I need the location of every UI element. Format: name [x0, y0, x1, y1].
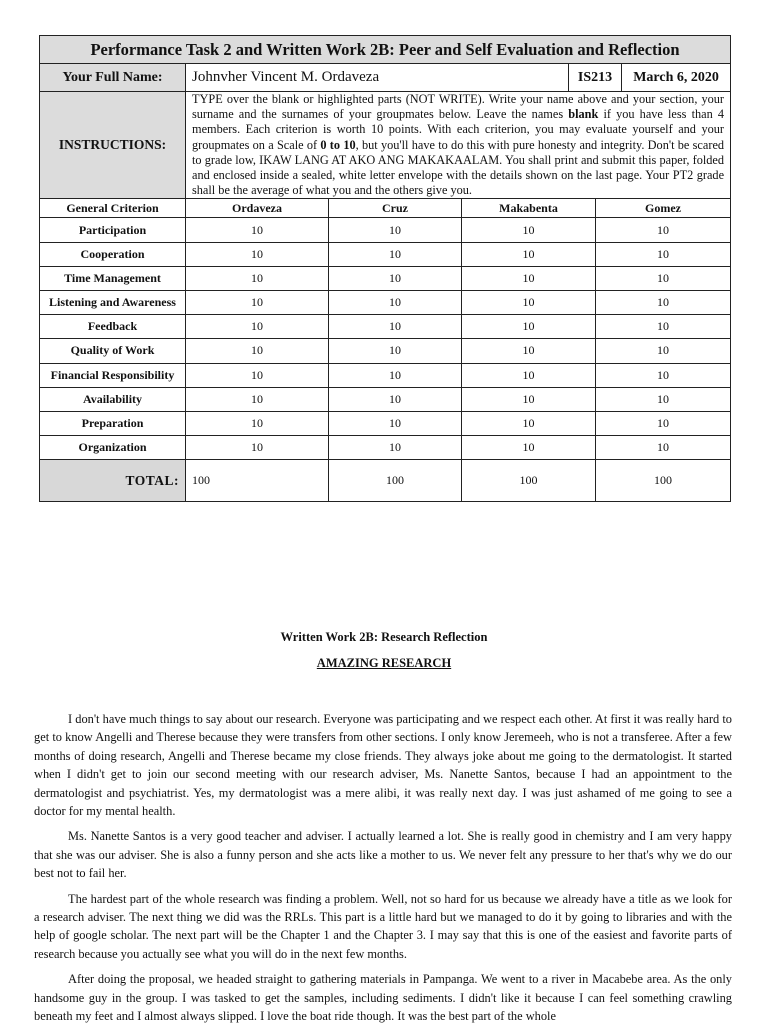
table-row: [40, 315, 731, 339]
score-cell[interactable]: 10: [596, 242, 731, 266]
score-cell[interactable]: 10: [186, 411, 329, 435]
score-cell[interactable]: 10: [186, 218, 329, 242]
member-header: Ordaveza: [186, 199, 329, 218]
score-cell[interactable]: 10: [186, 315, 329, 339]
score-cell[interactable]: 10: [462, 387, 596, 411]
score-cell[interactable]: 10: [186, 339, 329, 363]
score-cell[interactable]: 10: [596, 387, 731, 411]
score-cell[interactable]: 10: [329, 411, 462, 435]
total-value: 100: [596, 460, 731, 502]
score-cell[interactable]: 10: [596, 266, 731, 290]
score-cell[interactable]: 10: [462, 315, 596, 339]
table-row: [40, 363, 731, 387]
criterion-label: Feedback: [40, 315, 186, 339]
score-cell[interactable]: 10: [186, 242, 329, 266]
instructions-text: TYPE over the blank or highlighted parts (NOT WRITE). Write your name above and your section, your surname and the surnames of your groupmates below. Leave the names blank if you have less than 4 members. Each criterion is worth 10 points. With each criterion, you may evaluate yourself and your groupmates on a Scale of 0 to 10, but you'll have to do this with pure honesty and integrity. Don't be scared to grade low, IKAW LANG AT AKO ANG MAKAKAALAM. You shall print and submit this paper, folded and enclosed inside a sealed, white letter envelope with the details shown on the last page. Your PT2 grade shall be the average of what you and the others give you.: [186, 92, 731, 199]
criterion-label: Quality of Work: [40, 339, 186, 363]
score-cell[interactable]: 10: [329, 315, 462, 339]
score-cell[interactable]: 10: [329, 242, 462, 266]
table-row: [40, 242, 731, 266]
criterion-label: Financial Responsibility: [40, 363, 186, 387]
score-cell[interactable]: 10: [329, 290, 462, 314]
paragraph: Ms. Nanette Santos is a very good teacher and adviser. I actually learned a lot. She is really good in chemistry and I am very happy that she was our adviser. She is also a funny person and she acts like a mother to us. We never felt any pressure to her that's why we do our best not to fail her.: [34, 829, 732, 881]
criterion-column-header: General Criterion: [40, 199, 186, 218]
reflection-title: AMAZING RESEARCH: [316, 656, 452, 670]
score-cell[interactable]: 10: [596, 411, 731, 435]
score-cell[interactable]: 10: [329, 339, 462, 363]
total-value: 100: [329, 460, 462, 502]
reflection-body: [34, 710, 732, 1033]
score-cell[interactable]: 10: [462, 339, 596, 363]
score-cell[interactable]: 10: [462, 218, 596, 242]
score-cell[interactable]: 10: [596, 315, 731, 339]
form-title: Performance Task 2 and Written Work 2B: Peer and Self Evaluation and Reflection: [40, 36, 731, 64]
score-cell[interactable]: 10: [329, 363, 462, 387]
criterion-label: Organization: [40, 436, 186, 460]
score-cell[interactable]: 10: [186, 290, 329, 314]
score-cell[interactable]: 10: [596, 218, 731, 242]
table-row: [40, 290, 731, 314]
paragraph: After doing the proposal, we headed straight to gathering materials in Pampanga. We went to a river in Macabebe area. As the only handsome guy in the group. I was tasked to get the samples, including sediments. I didn't like it because I can feel something crawling beneath my feet and I almost always slipped. I love the boat ride though. It was the best part of the whole: [34, 972, 732, 1024]
score-cell[interactable]: 10: [186, 436, 329, 460]
table-header-row: [40, 199, 731, 218]
evaluation-table: [39, 35, 731, 502]
name-field[interactable]: Johnvher Vincent M. Ordaveza: [192, 69, 380, 85]
criterion-label: Participation: [40, 218, 186, 242]
criterion-label: Preparation: [40, 411, 186, 435]
date-field[interactable]: March 6, 2020: [621, 64, 730, 91]
reflection-heading: Written Work 2B: Research Reflection: [280, 630, 488, 644]
score-cell[interactable]: 10: [186, 266, 329, 290]
table-row: [40, 387, 731, 411]
paragraph: I don't have much things to say about our research. Everyone was participating and we respect each other. At first it was really hard to get to know Angelli and Therese because they were transfers from other sections. I only know Jeremeeh, who is not a transferee. After a few months of doing research, Angelli and Therese became my close friends. They always joke about me going to the dermatologist. It started when I didn't get to join our second meeting with our research adviser, Ms. Nanette Santos, because I had an appointment to the dermatologist and psychiatrist. Yes, my dermatologist was a mere alibi, it was really next day. I was just ashamed of me going to see a doctor for my mental health.: [34, 712, 732, 819]
score-cell[interactable]: 10: [329, 218, 462, 242]
score-cell[interactable]: 10: [462, 242, 596, 266]
member-header: Gomez: [596, 199, 731, 218]
score-cell[interactable]: 10: [596, 436, 731, 460]
score-cell[interactable]: 10: [462, 290, 596, 314]
score-cell[interactable]: 10: [186, 387, 329, 411]
member-header: Makabenta: [462, 199, 596, 218]
member-header: Cruz: [329, 199, 462, 218]
total-label: TOTAL:: [40, 460, 186, 502]
score-cell[interactable]: 10: [596, 339, 731, 363]
criterion-label: Availability: [40, 387, 186, 411]
total-value: 100: [462, 460, 596, 502]
total-value: 100: [186, 460, 329, 502]
table-row: [40, 436, 731, 460]
paragraph: The hardest part of the whole research was finding a problem. Well, not so hard for us because we already have a title as we look for a research adviser. The next thing we did was the RRLs. This part is a little hard but we managed to do it by going to libraries and with the help of google scholar. The next part will be the Chapter 1 and the Chapter 3. I may say that this is one of the easiest and favorite parts of research because you actually see what you will do in the next few months.: [34, 891, 732, 961]
table-row: [40, 411, 731, 435]
instructions-label: INSTRUCTIONS:: [40, 92, 186, 199]
score-cell[interactable]: 10: [462, 363, 596, 387]
score-cell[interactable]: 10: [462, 266, 596, 290]
criterion-label: Time Management: [40, 266, 186, 290]
section-field[interactable]: IS213: [568, 64, 621, 91]
score-cell[interactable]: 10: [329, 436, 462, 460]
total-row: [40, 460, 731, 502]
table-row: [40, 266, 731, 290]
table-row: [40, 218, 731, 242]
score-cell[interactable]: 10: [596, 363, 731, 387]
score-cell[interactable]: 10: [186, 363, 329, 387]
criterion-label: Listening and Awareness: [40, 290, 186, 314]
score-cell[interactable]: 10: [462, 411, 596, 435]
name-label: Your Full Name:: [40, 64, 186, 92]
score-cell[interactable]: 10: [329, 266, 462, 290]
score-cell[interactable]: 10: [596, 290, 731, 314]
criterion-label: Cooperation: [40, 242, 186, 266]
table-row: [40, 339, 731, 363]
score-cell[interactable]: 10: [462, 436, 596, 460]
score-cell[interactable]: 10: [329, 387, 462, 411]
